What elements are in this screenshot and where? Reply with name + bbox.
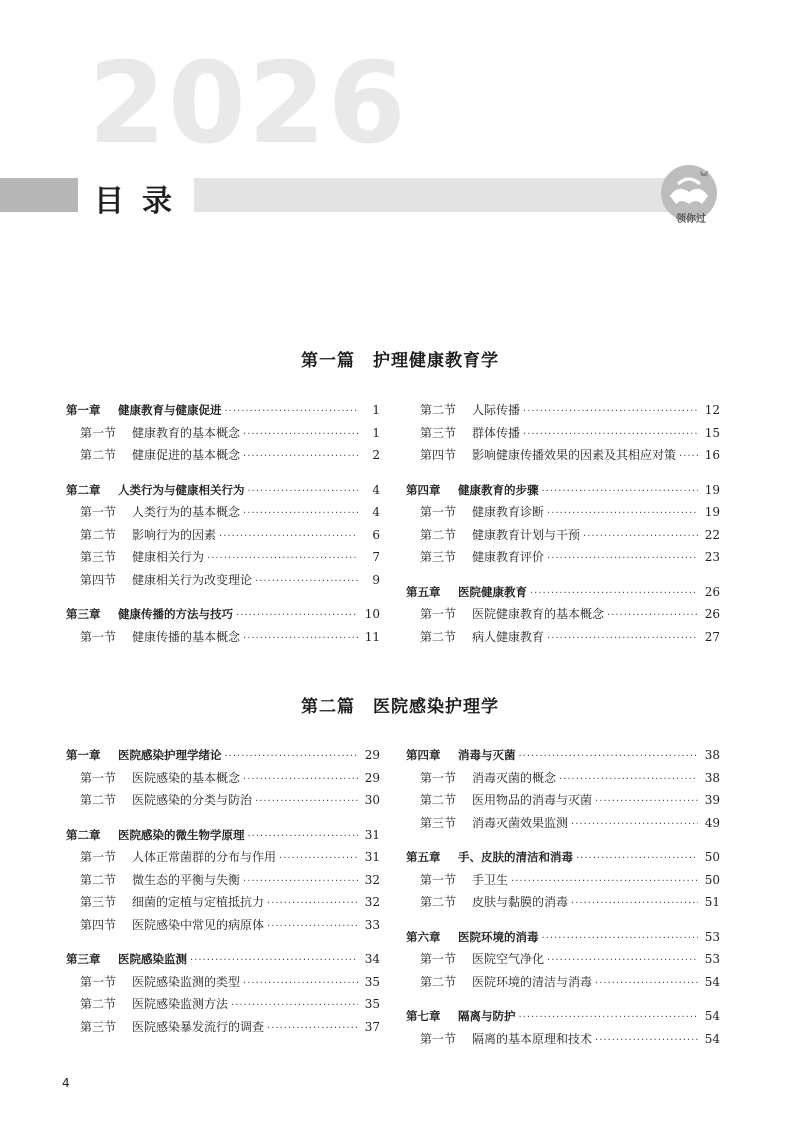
entry-page: 16 bbox=[704, 448, 720, 462]
entry-number: 第二节 bbox=[80, 997, 117, 1011]
entry-page: 27 bbox=[704, 629, 720, 644]
entry-title: 医院感染的分类与防治 bbox=[132, 793, 253, 807]
entry-title: 隔离与防护 bbox=[458, 1009, 516, 1023]
toc-section-entry[interactable] bbox=[406, 870, 720, 893]
entry-page: 38 bbox=[704, 748, 720, 762]
toc-section-entry[interactable] bbox=[406, 400, 720, 423]
entry-number: 第四节 bbox=[420, 448, 457, 462]
leader-dots bbox=[243, 424, 358, 446]
entry-number: 第二章 bbox=[66, 482, 101, 497]
entry-page: 50 bbox=[704, 850, 720, 864]
entry-page: 50 bbox=[704, 872, 720, 887]
leader-dots bbox=[576, 848, 698, 870]
entry-title: 健康教育诊断 bbox=[472, 505, 545, 519]
entry-page: 34 bbox=[364, 952, 380, 966]
entry-title: 医用物品的消毒与灭菌 bbox=[472, 793, 593, 807]
entry-title: 影响行为的因素 bbox=[132, 527, 217, 542]
entry-number: 第一节 bbox=[420, 607, 457, 621]
entry-number: 第二节 bbox=[80, 793, 117, 807]
leader-dots bbox=[255, 571, 358, 593]
entry-page: 30 bbox=[364, 793, 380, 807]
entry-page: 35 bbox=[364, 974, 380, 989]
entry-number: 第四节 bbox=[80, 917, 117, 932]
leader-dots bbox=[225, 746, 359, 768]
toc-section-entry[interactable] bbox=[66, 570, 380, 593]
entry-title: 医院感染护理学绪论 bbox=[118, 748, 222, 762]
entry-title: 医院感染的微生物学原理 bbox=[118, 827, 245, 842]
entry-number: 第一节 bbox=[420, 1031, 457, 1046]
entry-number: 第三节 bbox=[80, 550, 117, 564]
entry-number: 第六章 bbox=[406, 929, 441, 944]
entry-page: 33 bbox=[364, 917, 380, 932]
entry-page: 26 bbox=[704, 584, 720, 599]
entry-number: 第二节 bbox=[80, 448, 117, 462]
toc-section-entry[interactable] bbox=[406, 790, 720, 813]
leader-dots bbox=[219, 526, 358, 548]
entry-page: 23 bbox=[704, 550, 720, 564]
leader-dots bbox=[523, 424, 698, 446]
entry-number: 第五章 bbox=[406, 584, 441, 599]
page-title: 目录 bbox=[94, 184, 190, 219]
title-bar-left bbox=[0, 178, 78, 212]
entry-page: 11 bbox=[364, 629, 380, 644]
entry-title: 手、皮肤的清洁和消毒 bbox=[458, 850, 573, 864]
part-two-title bbox=[0, 692, 800, 717]
toc-section-entry[interactable] bbox=[66, 445, 380, 468]
entry-page: 15 bbox=[704, 425, 720, 440]
entry-page: 12 bbox=[704, 403, 720, 417]
toc-section-entry[interactable] bbox=[66, 892, 380, 915]
entry-number: 第三节 bbox=[420, 815, 457, 830]
entry-title: 病人健康教育 bbox=[472, 629, 545, 644]
entry-page: 35 bbox=[364, 997, 380, 1011]
entry-number: 第二节 bbox=[420, 629, 457, 644]
entry-title: 微生态的平衡与失衡 bbox=[132, 872, 241, 887]
entry-number: 第一节 bbox=[420, 770, 457, 785]
leader-dots bbox=[519, 746, 699, 768]
entry-number: 第三章 bbox=[66, 952, 101, 966]
leader-dots bbox=[547, 548, 698, 570]
entry-title: 人际传播 bbox=[472, 403, 521, 417]
entry-title: 健康教育的基本概念 bbox=[132, 425, 241, 440]
leader-dots bbox=[267, 893, 358, 915]
toc-section-entry[interactable] bbox=[406, 445, 720, 468]
entry-number: 第七章 bbox=[406, 1009, 441, 1023]
leader-dots bbox=[571, 893, 698, 915]
toc-section-entry[interactable] bbox=[406, 525, 720, 548]
entry-number: 第三节 bbox=[80, 895, 117, 909]
entry-title: 健康传播的基本概念 bbox=[132, 629, 241, 644]
toc-chapter-entry[interactable] bbox=[66, 480, 380, 503]
entry-title: 消毒灭菌的概念 bbox=[472, 770, 557, 785]
toc-section-entry[interactable] bbox=[66, 847, 380, 870]
entry-page: 53 bbox=[704, 929, 720, 944]
entry-number: 第一节 bbox=[420, 505, 457, 519]
toc-chapter-entry[interactable] bbox=[66, 604, 380, 627]
entry-title: 医院环境的消毒 bbox=[458, 929, 539, 944]
entry-number: 第一章 bbox=[66, 403, 101, 417]
toc-section-entry[interactable] bbox=[406, 1029, 720, 1052]
entry-number: 第一节 bbox=[420, 952, 457, 966]
toc-section-entry[interactable] bbox=[406, 972, 720, 995]
title-bar-right bbox=[194, 178, 706, 212]
toc-section-entry[interactable] bbox=[66, 547, 380, 570]
leader-dots bbox=[248, 826, 359, 848]
toc-section-entry[interactable] bbox=[406, 604, 720, 627]
leader-dots bbox=[571, 814, 698, 836]
part-name: 医院感染护理学 bbox=[373, 697, 499, 717]
entry-page: 38 bbox=[704, 770, 720, 785]
leader-dots bbox=[243, 446, 358, 468]
entry-page: 4 bbox=[372, 482, 380, 497]
part-two-left-column bbox=[66, 745, 380, 1039]
toc-section-entry[interactable] bbox=[66, 768, 380, 791]
entry-page: 7 bbox=[372, 550, 380, 564]
leader-dots bbox=[542, 481, 699, 503]
toc-section-entry[interactable] bbox=[66, 423, 380, 446]
leader-dots bbox=[679, 446, 698, 468]
entry-number: 第三章 bbox=[66, 607, 101, 621]
entry-number: 第一节 bbox=[80, 505, 117, 519]
entry-number: 第四章 bbox=[406, 748, 441, 762]
toc-section-entry[interactable] bbox=[66, 502, 380, 525]
entry-page: 22 bbox=[704, 527, 720, 542]
entry-number: 第二节 bbox=[420, 403, 457, 417]
toc-section-entry[interactable] bbox=[66, 870, 380, 893]
entry-page: 31 bbox=[364, 827, 380, 842]
entry-title: 消毒灭菌效果监测 bbox=[472, 815, 569, 830]
entry-page: 54 bbox=[704, 1031, 720, 1046]
year-watermark: 2026 bbox=[88, 39, 408, 169]
part-one-right-column bbox=[406, 400, 720, 649]
toc-section-entry[interactable] bbox=[406, 892, 720, 915]
leader-dots bbox=[243, 871, 358, 893]
entry-number: 第一节 bbox=[80, 425, 117, 440]
part-one-left-column bbox=[66, 400, 380, 649]
leader-dots bbox=[583, 526, 698, 548]
entry-title: 隔离的基本原理和技术 bbox=[472, 1031, 593, 1046]
toc-section-entry[interactable] bbox=[406, 768, 720, 791]
toc-chapter-entry[interactable] bbox=[66, 825, 380, 848]
leader-dots bbox=[542, 928, 699, 950]
leader-dots bbox=[595, 973, 698, 995]
toc-section-entry[interactable] bbox=[406, 423, 720, 446]
toc-section-entry[interactable] bbox=[406, 502, 720, 525]
leader-dots bbox=[547, 503, 698, 525]
entry-title: 人类行为与健康相关行为 bbox=[118, 482, 245, 497]
entry-number: 第三节 bbox=[80, 1019, 117, 1034]
part-name: 护理健康教育学 bbox=[373, 351, 499, 371]
toc-section-entry[interactable] bbox=[406, 547, 720, 570]
leader-dots bbox=[607, 605, 698, 627]
entry-title: 人体正常菌群的分布与作用 bbox=[132, 850, 277, 864]
entry-title: 医院感染暴发流行的调查 bbox=[132, 1019, 265, 1034]
entry-title: 健康相关行为改变理论 bbox=[132, 572, 253, 587]
entry-page: 2 bbox=[372, 448, 380, 462]
entry-title: 细菌的定植与定植抵抗力 bbox=[132, 895, 265, 909]
toc-chapter-entry[interactable] bbox=[66, 400, 380, 423]
entry-page: 53 bbox=[704, 952, 720, 966]
entry-title: 医院健康教育 bbox=[458, 584, 527, 599]
leader-dots bbox=[547, 628, 698, 650]
leader-dots bbox=[547, 950, 698, 972]
entry-number: 第三节 bbox=[420, 425, 457, 440]
entry-title: 健康教育与健康促进 bbox=[118, 403, 222, 417]
entry-page: 29 bbox=[364, 770, 380, 785]
toc-chapter-entry[interactable] bbox=[406, 1006, 720, 1029]
toc-section-entry[interactable] bbox=[66, 790, 380, 813]
part-number: 第二篇 bbox=[301, 697, 355, 717]
toc-chapter-entry[interactable] bbox=[406, 847, 720, 870]
entry-page: 9 bbox=[372, 572, 380, 587]
entry-title: 健康相关行为 bbox=[132, 550, 205, 564]
entry-page: 39 bbox=[704, 793, 720, 807]
entry-page: 37 bbox=[364, 1019, 380, 1034]
leader-dots bbox=[243, 503, 358, 525]
entry-number: 第一章 bbox=[66, 748, 101, 762]
entry-page: 54 bbox=[704, 974, 720, 989]
entry-title: 医院环境的清洁与消毒 bbox=[472, 974, 593, 989]
toc-section-entry[interactable] bbox=[66, 994, 380, 1017]
leader-dots bbox=[243, 973, 358, 995]
toc-chapter-entry[interactable] bbox=[406, 745, 720, 768]
leader-dots bbox=[523, 401, 698, 423]
leader-dots bbox=[595, 1030, 698, 1052]
part-two-right-column bbox=[406, 745, 720, 1051]
entry-page: 4 bbox=[372, 505, 380, 519]
leader-dots bbox=[559, 769, 698, 791]
entry-title: 健康教育的步骤 bbox=[458, 482, 539, 497]
entry-title: 健康教育评价 bbox=[472, 550, 545, 564]
entry-page: 32 bbox=[364, 872, 380, 887]
entry-page: 26 bbox=[704, 607, 720, 621]
entry-title: 人类行为的基本概念 bbox=[132, 505, 241, 519]
entry-title: 手卫生 bbox=[472, 872, 509, 887]
entry-number: 第二节 bbox=[420, 793, 457, 807]
leader-dots bbox=[267, 1018, 358, 1040]
leader-dots bbox=[267, 916, 358, 938]
entry-title: 医院感染监测 bbox=[118, 952, 187, 966]
entry-number: 第二节 bbox=[420, 895, 457, 909]
leader-dots bbox=[236, 605, 358, 627]
entry-page: 10 bbox=[364, 607, 380, 621]
part-number: 第一篇 bbox=[301, 351, 355, 371]
entry-title: 健康传播的方法与技巧 bbox=[118, 607, 233, 621]
entry-page: 54 bbox=[704, 1009, 720, 1023]
entry-number: 第四节 bbox=[80, 572, 117, 587]
entry-page: 31 bbox=[364, 850, 380, 864]
toc-section-entry[interactable] bbox=[66, 972, 380, 995]
entry-number: 第三节 bbox=[420, 550, 457, 564]
leader-dots bbox=[207, 548, 358, 570]
entry-number: 第二节 bbox=[420, 974, 457, 989]
leader-dots bbox=[255, 791, 358, 813]
entry-number: 第二节 bbox=[80, 872, 117, 887]
leader-dots bbox=[595, 791, 698, 813]
entry-page: 1 bbox=[372, 403, 380, 417]
entry-number: 第四章 bbox=[406, 482, 441, 497]
toc-chapter-entry[interactable] bbox=[406, 927, 720, 950]
entry-page: 19 bbox=[704, 505, 720, 519]
toc-chapter-entry[interactable] bbox=[66, 745, 380, 768]
entry-title: 医院感染监测的类型 bbox=[132, 974, 241, 989]
page-number: 4 bbox=[62, 1076, 70, 1090]
leader-dots bbox=[190, 950, 358, 972]
entry-title: 医院空气净化 bbox=[472, 952, 545, 966]
toc-chapter-entry[interactable] bbox=[406, 582, 720, 605]
entry-title: 群体传播 bbox=[472, 425, 521, 440]
entry-title: 医院感染的基本概念 bbox=[132, 770, 241, 785]
leader-dots bbox=[225, 401, 359, 423]
toc-section-entry[interactable] bbox=[406, 949, 720, 972]
entry-title: 医院感染中常见的病原体 bbox=[132, 917, 265, 932]
leader-dots bbox=[530, 583, 698, 605]
entry-page: 29 bbox=[364, 748, 380, 762]
toc-section-entry[interactable] bbox=[66, 1017, 380, 1040]
entry-number: 第二章 bbox=[66, 827, 101, 842]
entry-number: 第五章 bbox=[406, 850, 441, 864]
logo-text: 领你过 bbox=[676, 214, 706, 225]
leader-dots bbox=[279, 848, 358, 870]
toc-section-entry[interactable] bbox=[66, 627, 380, 650]
entry-page: 49 bbox=[704, 815, 720, 830]
toc-chapter-entry[interactable] bbox=[406, 480, 720, 503]
entry-page: 19 bbox=[704, 482, 720, 497]
leader-dots bbox=[511, 871, 698, 893]
entry-number: 第一节 bbox=[80, 770, 117, 785]
toc-section-entry[interactable] bbox=[406, 813, 720, 836]
entry-title: 医院感染监测方法 bbox=[132, 997, 229, 1011]
toc-chapter-entry[interactable] bbox=[66, 949, 380, 972]
entry-number: 第一节 bbox=[80, 850, 117, 864]
entry-number: 第二节 bbox=[420, 527, 457, 542]
entry-title: 健康促进的基本概念 bbox=[132, 448, 241, 462]
entry-title: 皮肤与黏膜的消毒 bbox=[472, 895, 569, 909]
leader-dots bbox=[519, 1007, 699, 1029]
entry-page: 1 bbox=[372, 425, 380, 440]
entry-number: 第一节 bbox=[80, 974, 117, 989]
entry-page: 51 bbox=[704, 895, 720, 909]
toc-section-entry[interactable] bbox=[406, 627, 720, 650]
leader-dots bbox=[231, 995, 358, 1017]
entry-number: 第一节 bbox=[80, 629, 117, 644]
leader-dots bbox=[243, 769, 358, 791]
entry-number: 第一节 bbox=[420, 872, 457, 887]
entry-title: 医院健康教育的基本概念 bbox=[472, 607, 605, 621]
toc-section-entry[interactable] bbox=[66, 525, 380, 548]
entry-title: 健康教育计划与干预 bbox=[472, 527, 581, 542]
entry-title: 消毒与灭菌 bbox=[458, 748, 516, 762]
entry-page: 32 bbox=[364, 895, 380, 909]
leader-dots bbox=[243, 628, 358, 650]
entry-title: 影响健康传播效果的因素及其相应对策 bbox=[472, 448, 677, 462]
leader-dots bbox=[248, 481, 359, 503]
entry-page: 6 bbox=[372, 527, 380, 542]
toc-section-entry[interactable] bbox=[66, 915, 380, 938]
part-one-title bbox=[0, 346, 800, 371]
entry-number: 第二节 bbox=[80, 527, 117, 542]
